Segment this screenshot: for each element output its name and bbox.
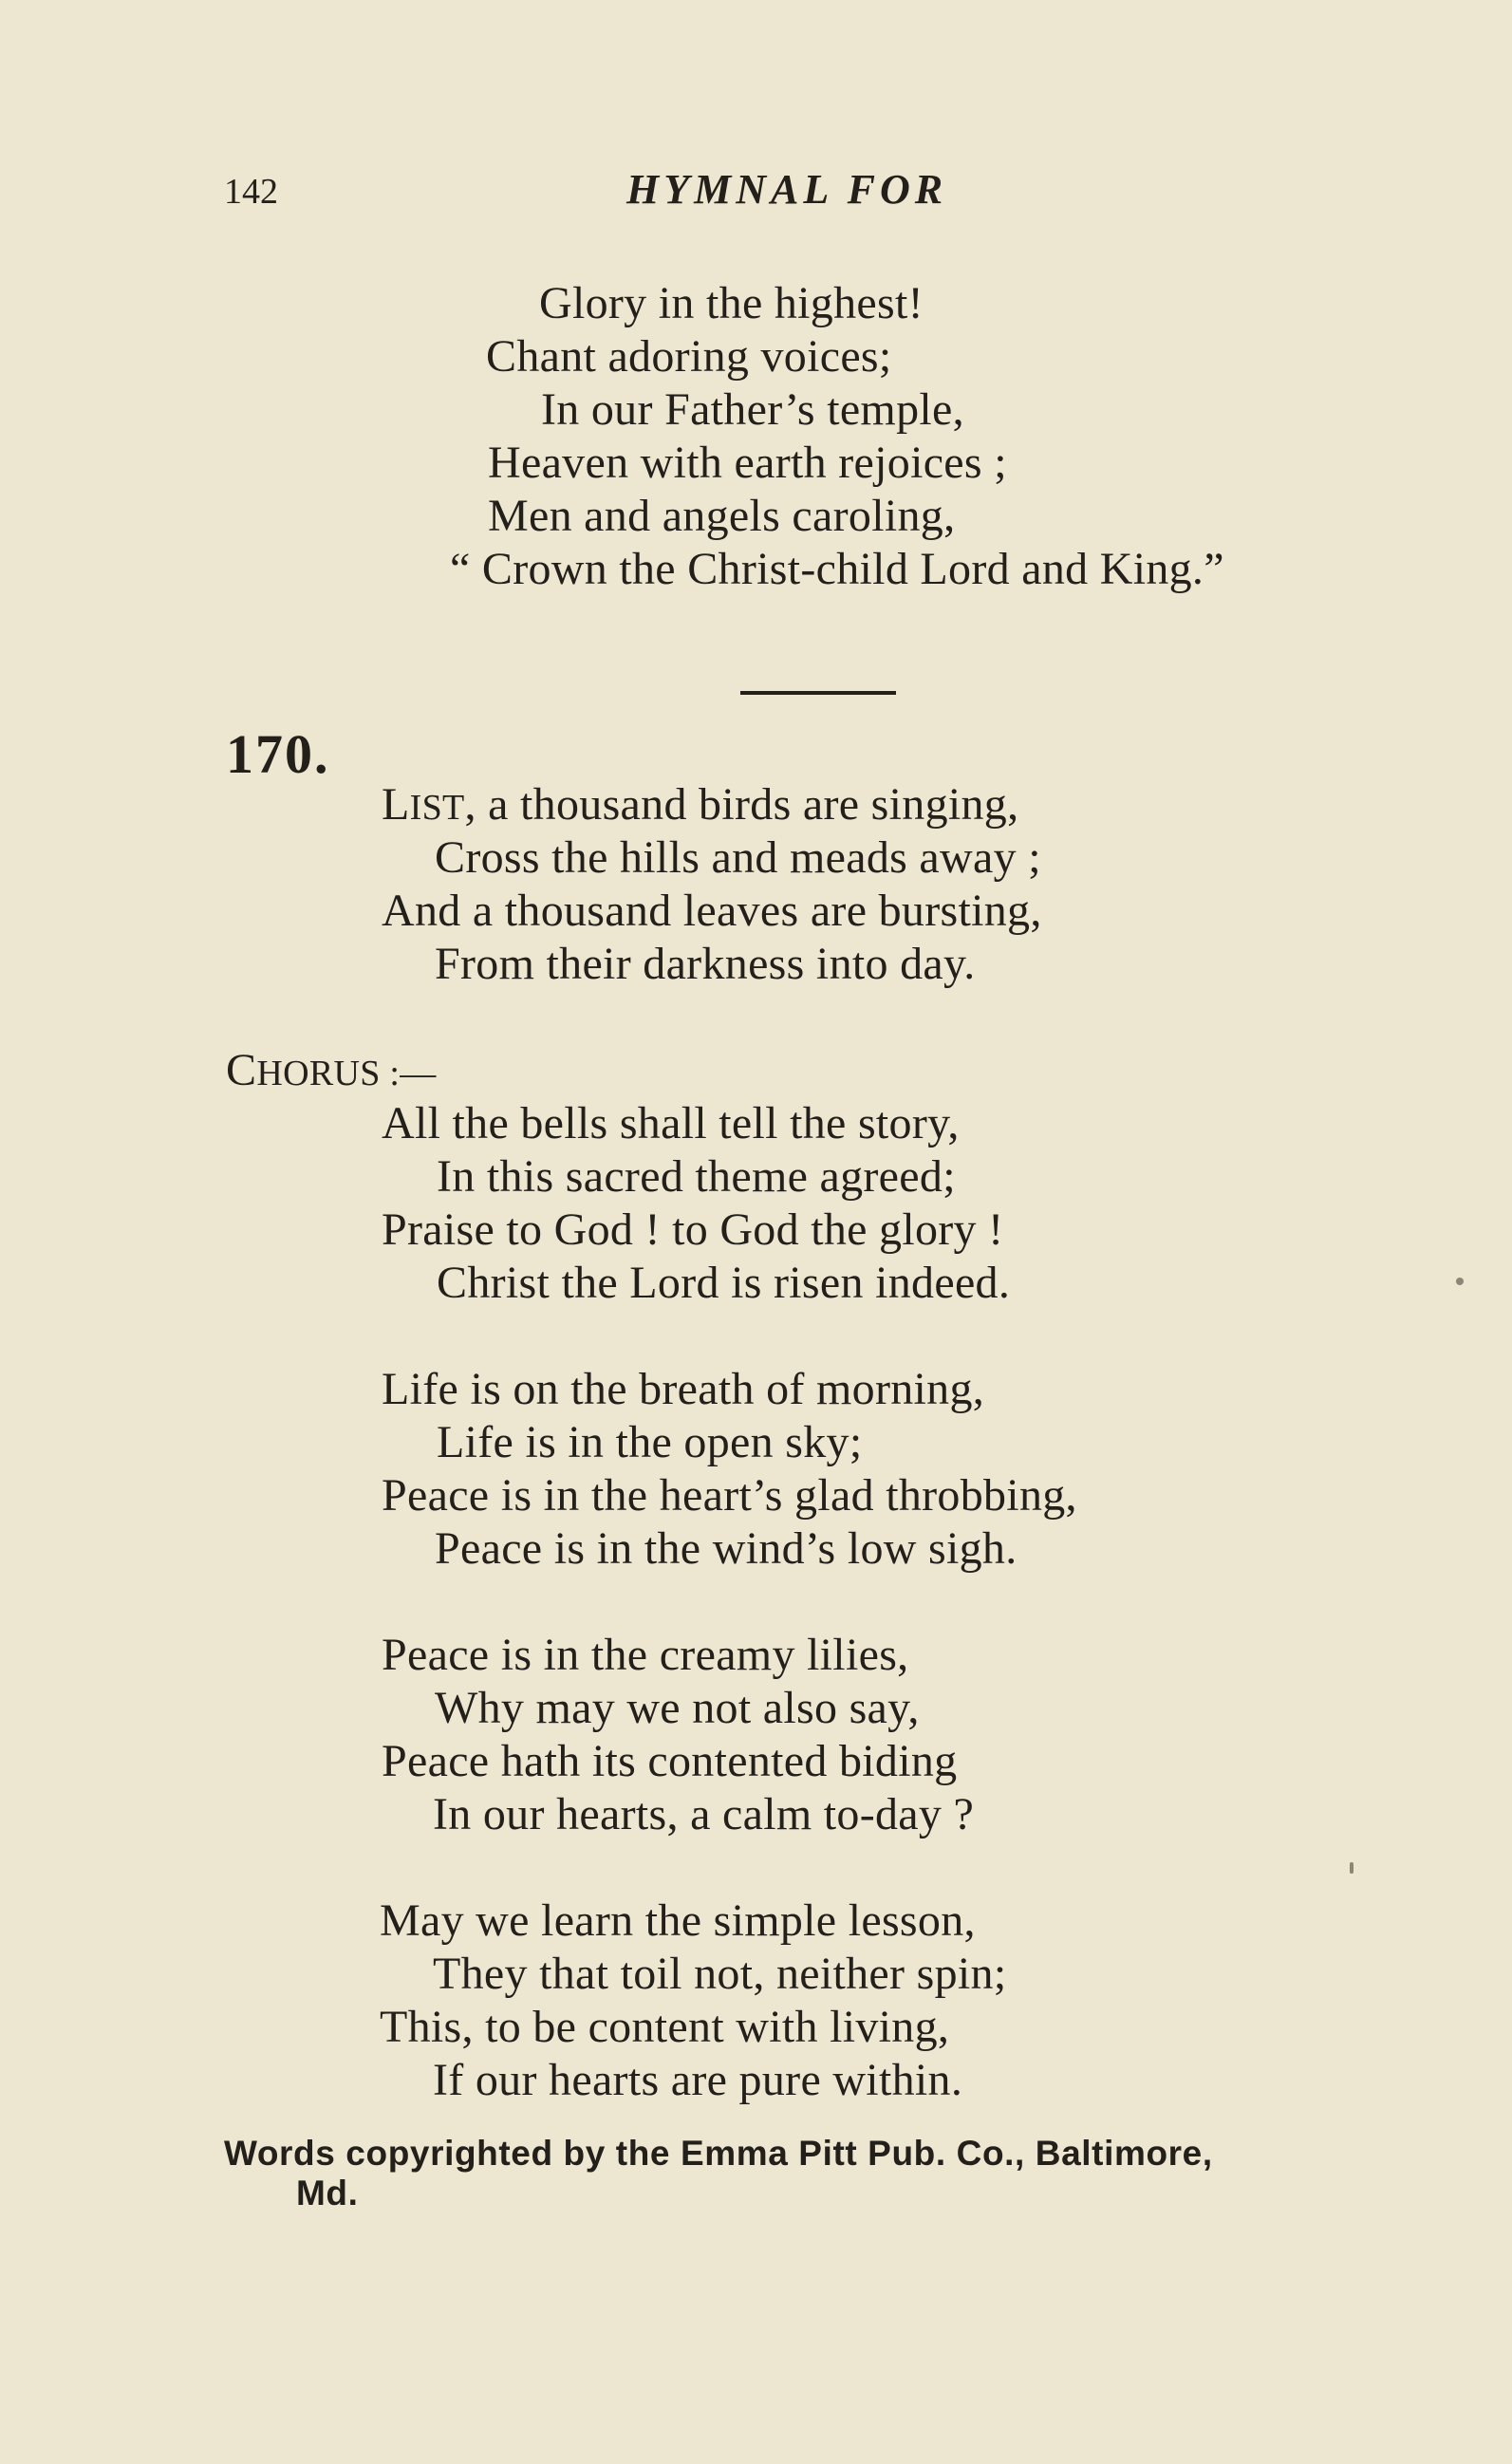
stanza-line: Heaven with earth rejoices ; — [488, 438, 1007, 488]
verse-line: Peace is in the heart’s glad throbbing, — [382, 1470, 1077, 1521]
print-speck — [1456, 1278, 1464, 1285]
hymn-number: 170. — [226, 723, 330, 785]
chorus-line: All the bells shall tell the story, — [382, 1098, 960, 1148]
page-number: 142 — [224, 172, 278, 212]
verse-line: May we learn the simple lesson, — [380, 1895, 976, 1946]
copyright-note-continued: Md. — [296, 2174, 359, 2212]
stanza-line: “ Crown the Christ-child Lord and King.” — [450, 544, 1224, 594]
stanza-line: Glory in the highest! — [539, 278, 924, 328]
verse-line: Peace hath its contented biding — [382, 1736, 958, 1786]
verse-line: From their darkness into day. — [435, 939, 976, 989]
verse-line: If our hearts are pure within. — [433, 2055, 963, 2105]
section-divider — [740, 691, 896, 695]
print-speck — [1350, 1862, 1353, 1874]
verse-line: And a thousand leaves are bursting, — [382, 886, 1042, 936]
drop-initial: L — [382, 779, 410, 830]
verse-line: Peace is in the wind’s low sigh. — [435, 1523, 1017, 1574]
chorus-initial: C — [226, 1045, 257, 1095]
chorus-label-rest: HORUS :— — [256, 1054, 437, 1093]
chorus-line: Christ the Lord is risen indeed. — [437, 1258, 1011, 1308]
stanza-line: In our Father’s temple, — [541, 384, 964, 435]
stanza-line: Men and angels caroling, — [488, 491, 956, 541]
verse-first-line — [382, 778, 1018, 834]
running-title: HYMNAL FOR — [626, 166, 948, 213]
chorus-label — [226, 1044, 437, 1100]
stanza-line: Chant adoring voices; — [486, 331, 892, 382]
chorus-line: Praise to God ! to God the glory ! — [382, 1204, 1004, 1255]
verse-line: Why may we not also say, — [435, 1683, 920, 1733]
verse-line: In our hearts, a calm to-day ? — [433, 1789, 975, 1839]
verse-line: Life is in the open sky; — [437, 1417, 863, 1467]
chorus-line: In this sacred theme agreed; — [437, 1151, 956, 1202]
small-caps-rest: IST — [409, 788, 465, 828]
verse-line: Cross the hills and meads away ; — [435, 832, 1041, 883]
verse-line: This, to be content with living, — [380, 2002, 950, 2052]
copyright-note: Words copyrighted by the Emma Pitt Pub. Co., Baltimore, — [224, 2134, 1213, 2173]
verse-line: They that toil not, neither spin; — [433, 1949, 1007, 1999]
verse-line: Life is on the breath of morning, — [382, 1364, 985, 1414]
verse-line: Peace is in the creamy lilies, — [382, 1630, 909, 1680]
first-line-rest: , a thousand birds are singing, — [464, 779, 1019, 830]
